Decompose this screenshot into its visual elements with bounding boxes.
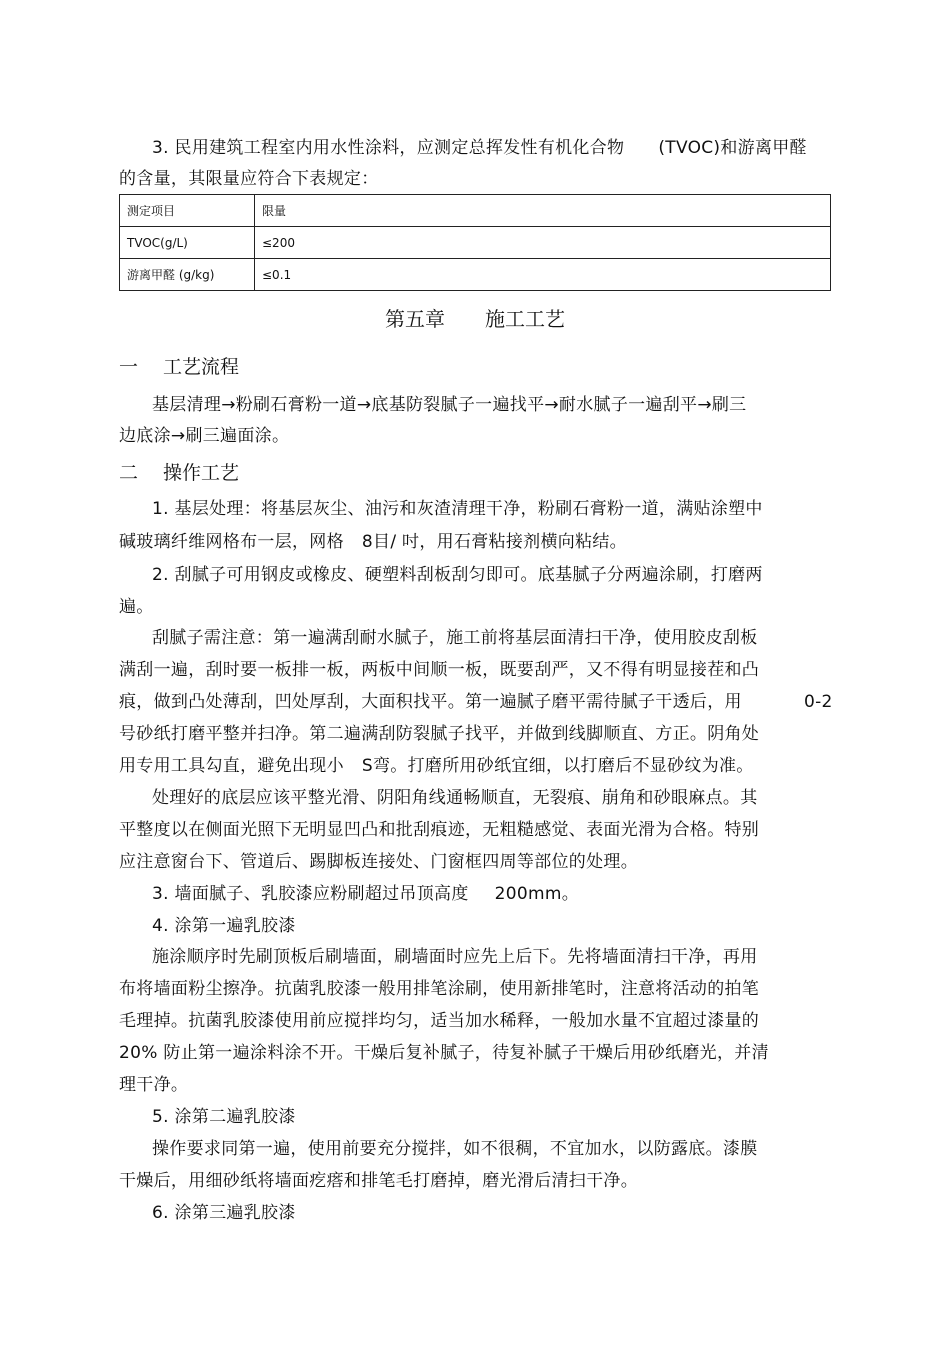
item-1-line-2-mesh: 8目/ 吋，用石膏粘接剂横向粘结。 [361, 532, 627, 552]
table-header-cell: 测定项目 [120, 195, 255, 227]
item-2-line-2: 遍。 [119, 597, 154, 617]
note-line-5-s: S弯。打磨所用砂纸宜细，以打磨后不显砂纹为准。 [361, 756, 754, 776]
note-line-1: 刮腻子需注意：第一遍满刮耐水腻子，施工前将基层面清扫干净，使用胶皮刮板 [152, 628, 758, 648]
base-line-1: 处理好的底层应该平整光滑、阴阳角线通畅顺直，无裂痕、崩角和砂眼麻点。其 [152, 788, 758, 808]
item-3-height: 200mm。 [494, 884, 579, 904]
limit-table [119, 194, 831, 291]
section-2-number: 二 [119, 462, 139, 484]
table-header-cell: 限量 [255, 195, 831, 227]
base-line-3: 应注意窗台下、管道后、踢脚板连接处、门窗框四周等部位的处理。 [119, 852, 638, 872]
table-cell: 游离甲醛 (g/kg) [120, 259, 255, 291]
table-row [120, 259, 831, 291]
base-line-2: 平整度以在侧面光照下无明显凹凸和批刮痕迹，无粗糙感觉、表面光滑为合格。特别 [119, 820, 760, 840]
section-1-number: 一 [119, 356, 139, 378]
section-heading-1 [119, 354, 239, 380]
section-1-line-2: 边底涂→刷三遍面涂。 [119, 426, 290, 446]
chapter-title: 施工工艺 [485, 307, 565, 331]
table-cell: TVOC(g/L) [120, 227, 255, 259]
item-5-line-1: 操作要求同第一遍，使用前要充分搅拌，如不很稠，不宜加水，以防露底。漆膜 [152, 1139, 758, 1159]
intro-line-1-tvoc: (TVOC)和游离甲醛 [658, 138, 807, 158]
table-header-row [120, 195, 831, 227]
intro-line-1 [152, 136, 807, 160]
section-1-line-1: 基层清理→粉刷石膏粉一道→底基防裂腻子一遍找平→耐水腻子一遍刮平→刷三 [152, 395, 747, 415]
table-row [120, 227, 831, 259]
note-line-5-text: 用专用工具勾直，避免出现小 [119, 756, 344, 776]
item-5-title: 5. 涂第二遍乳胶漆 [152, 1107, 296, 1127]
item-4-line-1: 施涂顺序时先刷顶板后刷墙面，刷墙面时应先上后下。先将墙面清扫干净，再用 [152, 947, 758, 967]
chapter-heading [0, 305, 950, 333]
item-3-text: 3. 墙面腻子、乳胶漆应粉刷超过吊顶高度 [152, 884, 469, 904]
chapter-number: 第五章 [385, 307, 445, 331]
item-5-line-2: 干燥后，用细砂纸将墙面疙瘩和排笔毛打磨掉，磨光滑后清扫干净。 [119, 1171, 638, 1191]
section-heading-2 [119, 460, 239, 486]
note-line-2: 满刮一遍，刮时要一板排一板，两板中间顺一板，既要刮严，又不得有明显接茬和凸 [119, 660, 760, 680]
item-1-line-2-text: 碱玻璃纤维网格布一层，网格 [119, 532, 344, 552]
item-4-line-4: 20% 防止第一遍涂料涂不开。干燥后复补腻子，待复补腻子干燥后用砂纸磨光，并清 [119, 1043, 769, 1063]
item-1-line-1: 1. 基层处理：将基层灰尘、油污和灰渣清理干净，粉刷石膏粉一道，满贴涂塑中 [152, 499, 763, 519]
item-4-title: 4. 涂第一遍乳胶漆 [152, 916, 296, 936]
intro-line-2: 的含量，其限量应符合下表规定： [119, 169, 379, 189]
item-1-line-2 [119, 530, 627, 554]
intro-line-1-text: 3. 民用建筑工程室内用水性涂料，应测定总挥发性有机化合物 [152, 138, 625, 158]
section-2-title: 操作工艺 [163, 462, 240, 484]
note-line-5 [119, 754, 754, 778]
section-1-title: 工艺流程 [163, 356, 240, 378]
table-cell: ≤0.1 [255, 259, 831, 291]
note-line-3: 痕，做到凸处薄刮，凹处厚刮，大面积找平。第一遍腻子磨平需待腻子干透后，用 [119, 692, 742, 712]
note-line-4: 号砂纸打磨平整并扫净。第二遍满刮防裂腻子找平，并做到线脚顺直、方正。阴角处 [119, 724, 760, 744]
item-6-title: 6. 涂第三遍乳胶漆 [152, 1203, 296, 1223]
table-cell: ≤200 [255, 227, 831, 259]
item-3 [152, 882, 579, 906]
item-2-line-1: 2. 刮腻子可用钢皮或橡皮、硬塑料刮板刮匀即可。底基腻子分两遍涂刷，打磨两 [152, 565, 763, 585]
item-4-line-2: 布将墙面粉尘擦净。抗菌乳胶漆一般用排笔涂刷，使用新排笔时，注意将活动的拍笔 [119, 979, 760, 999]
note-line-3-suffix: 0-2 [804, 692, 833, 712]
item-4-line-5: 理干净。 [119, 1075, 189, 1095]
item-4-line-3: 毛理掉。抗菌乳胶漆使用前应搅拌均匀，适当加水稀释，一般加水量不宜超过漆量的 [119, 1011, 760, 1031]
